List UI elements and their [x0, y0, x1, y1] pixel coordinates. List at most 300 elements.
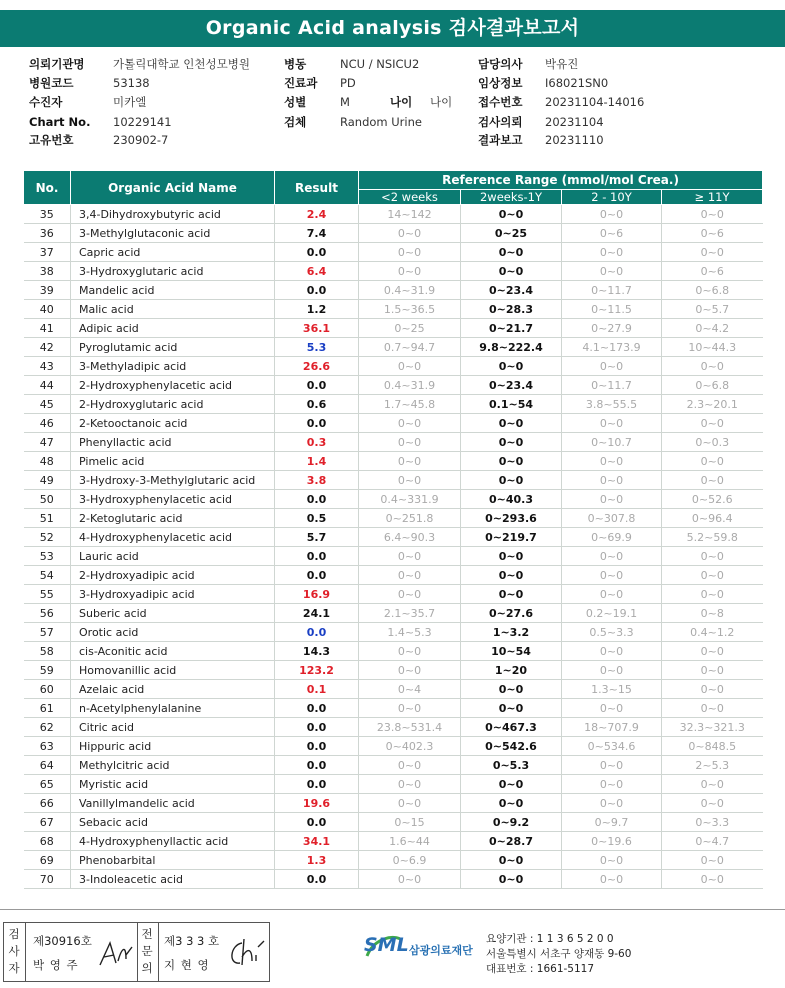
range-11y-plus: 0~0: [662, 585, 763, 604]
acid-name: 2-Ketooctanoic acid: [71, 414, 275, 433]
acid-name: Pimelic acid: [71, 452, 275, 471]
header-no: No.: [24, 171, 71, 205]
range-2-10y: 0~0: [562, 699, 662, 718]
range-2weeks-1y: 0~0: [461, 471, 562, 490]
result-value: 1.3: [275, 851, 359, 870]
table-row: [24, 604, 763, 623]
range-2weeks-1y: 0~23.4: [461, 376, 562, 395]
range-2weeks-1y: 0~293.6: [461, 509, 562, 528]
range-2weeks-1y: 0~5.3: [461, 756, 562, 775]
range-11y-plus: 0.4~1.2: [662, 623, 763, 642]
range-2weeks-1y: 9.8~222.4: [461, 338, 562, 357]
table-row: [24, 262, 763, 281]
range-11y-plus: 0~0: [662, 205, 763, 224]
row-number: 65: [24, 775, 71, 794]
range-11y-plus: 0~0: [662, 452, 763, 471]
table-row: [24, 680, 763, 699]
range-under-2-weeks: 0~0: [359, 471, 461, 490]
range-2weeks-1y: 0~28.7: [461, 832, 562, 851]
report-title: Organic Acid analysis 검사결과보고서: [0, 10, 785, 47]
table-row: [24, 756, 763, 775]
table-row: [24, 452, 763, 471]
range-under-2-weeks: 0~0: [359, 699, 461, 718]
acid-name: Mandelic acid: [71, 281, 275, 300]
range-11y-plus: 2~5.3: [662, 756, 763, 775]
range-2weeks-1y: 10~54: [461, 642, 562, 661]
range-under-2-weeks: 0~6.9: [359, 851, 461, 870]
range-2weeks-1y: 0~40.3: [461, 490, 562, 509]
range-under-2-weeks: 0~0: [359, 243, 461, 262]
range-under-2-weeks: 0~0: [359, 756, 461, 775]
result-value: 123.2: [275, 661, 359, 680]
range-under-2-weeks: 0.7~94.7: [359, 338, 461, 357]
request-date-label: 검사의뢰: [478, 115, 523, 129]
recipient-label: 수진자: [29, 95, 63, 109]
row-number: 54: [24, 566, 71, 585]
acid-name: Sebacic acid: [71, 813, 275, 832]
range-under-2-weeks: 23.8~531.4: [359, 718, 461, 737]
result-value: 0.3: [275, 433, 359, 452]
row-number: 43: [24, 357, 71, 376]
range-2-10y: 4.1~173.9: [562, 338, 662, 357]
table-row: [24, 357, 763, 376]
range-2-10y: 0.2~19.1: [562, 604, 662, 623]
acid-name: Myristic acid: [71, 775, 275, 794]
table-row: [24, 832, 763, 851]
range-under-2-weeks: 0~0: [359, 661, 461, 680]
result-value: 1.2: [275, 300, 359, 319]
range-11y-plus: 0~6.8: [662, 376, 763, 395]
row-number: 61: [24, 699, 71, 718]
range-2-10y: 0~0: [562, 414, 662, 433]
specialist-label: 전문의: [141, 927, 153, 975]
acid-name: Hippuric acid: [71, 737, 275, 756]
specialist-signature: [226, 935, 266, 971]
range-2weeks-1y: 0~0: [461, 699, 562, 718]
logo-org-name: 삼광의료재단: [409, 944, 473, 957]
table-row: [24, 566, 763, 585]
table-row: [24, 718, 763, 737]
age-label: 나이: [390, 95, 413, 109]
acid-name: Phenyllactic acid: [71, 433, 275, 452]
row-number: 41: [24, 319, 71, 338]
range-11y-plus: 0~0: [662, 642, 763, 661]
range-under-2-weeks: 1.4~5.3: [359, 623, 461, 642]
table-row: [24, 414, 763, 433]
ward-value: NCU / NSICU2: [340, 57, 420, 71]
range-2-10y: 0~0: [562, 547, 662, 566]
range-under-2-weeks: 0~0: [359, 642, 461, 661]
result-value: 0.0: [275, 623, 359, 642]
range-under-2-weeks: 0~0: [359, 547, 461, 566]
range-under-2-weeks: 0~0: [359, 585, 461, 604]
range-under-2-weeks: 0~0: [359, 794, 461, 813]
range-under-2-weeks: 0.4~31.9: [359, 281, 461, 300]
range-2weeks-1y: 0~25: [461, 224, 562, 243]
result-value: 0.0: [275, 699, 359, 718]
table-row: [24, 376, 763, 395]
sex-value: M: [340, 95, 350, 109]
institution-value: 가톨릭대학교 인천성모병원: [113, 57, 250, 71]
range-under-2-weeks: 0~0: [359, 262, 461, 281]
row-number: 53: [24, 547, 71, 566]
range-11y-plus: 0~0: [662, 471, 763, 490]
result-value: 2.4: [275, 205, 359, 224]
clinical-info-label: 임상정보: [478, 76, 523, 90]
acid-name: Suberic acid: [71, 604, 275, 623]
acid-name: Orotic acid: [71, 623, 275, 642]
sml-logo: [364, 930, 484, 974]
acid-name: 3-Hydroxyadipic acid: [71, 585, 275, 604]
row-number: 46: [24, 414, 71, 433]
range-11y-plus: 0~52.6: [662, 490, 763, 509]
range-11y-plus: 0~0: [662, 851, 763, 870]
result-value: 0.0: [275, 547, 359, 566]
range-under-2-weeks: 0~25: [359, 319, 461, 338]
range-11y-plus: 0~0: [662, 699, 763, 718]
range-under-2-weeks: 0~0: [359, 775, 461, 794]
range-11y-plus: 0~0: [662, 870, 763, 889]
range-2-10y: 0~307.8: [562, 509, 662, 528]
acid-name: Vanillylmandelic acid: [71, 794, 275, 813]
receipt-no-value: 20231104-14016: [545, 95, 645, 109]
acid-name: 3-Hydroxyphenylacetic acid: [71, 490, 275, 509]
result-value: 0.0: [275, 737, 359, 756]
range-under-2-weeks: 6.4~90.3: [359, 528, 461, 547]
range-2weeks-1y: 0~0: [461, 547, 562, 566]
table-row: [24, 528, 763, 547]
range-11y-plus: 0~0: [662, 680, 763, 699]
result-value: 7.4: [275, 224, 359, 243]
result-value: 0.5: [275, 509, 359, 528]
table-row: [24, 205, 763, 224]
result-value: 5.7: [275, 528, 359, 547]
result-value: 0.0: [275, 756, 359, 775]
row-number: 52: [24, 528, 71, 547]
specimen-label: 검체: [284, 115, 307, 129]
age-value: 나이: [430, 95, 453, 109]
row-number: 60: [24, 680, 71, 699]
range-2weeks-1y: 0~0: [461, 775, 562, 794]
row-number: 36: [24, 224, 71, 243]
acid-name: 4-Hydroxyphenyllactic acid: [71, 832, 275, 851]
range-2-10y: 18~707.9: [562, 718, 662, 737]
range-11y-plus: 0~0: [662, 775, 763, 794]
clinical-info-value: I68021SN0: [545, 76, 609, 90]
range-2-10y: 0~19.6: [562, 832, 662, 851]
table-row: [24, 775, 763, 794]
result-value: 1.4: [275, 452, 359, 471]
header-name: Organic Acid Name: [71, 171, 275, 205]
request-date-value: 20231104: [545, 115, 604, 129]
range-11y-plus: 10~44.3: [662, 338, 763, 357]
range-11y-plus: 0~4.2: [662, 319, 763, 338]
range-11y-plus: 0~6: [662, 262, 763, 281]
result-value: 14.3: [275, 642, 359, 661]
specimen-value: Random Urine: [340, 115, 422, 129]
range-2-10y: 0~9.7: [562, 813, 662, 832]
range-2-10y: 3.8~55.5: [562, 395, 662, 414]
range-11y-plus: 0~848.5: [662, 737, 763, 756]
result-value: 0.0: [275, 281, 359, 300]
acid-name: 2-Hydroxyphenylacetic acid: [71, 376, 275, 395]
range-2-10y: 0~11.5: [562, 300, 662, 319]
range-2weeks-1y: 0~0: [461, 205, 562, 224]
range-11y-plus: 0~0: [662, 414, 763, 433]
recipient-value: 미카엘: [113, 95, 147, 109]
range-2-10y: 0~0: [562, 452, 662, 471]
range-under-2-weeks: 0~4: [359, 680, 461, 699]
range-under-2-weeks: 0~251.8: [359, 509, 461, 528]
range-11y-plus: 0~0: [662, 661, 763, 680]
acid-name: Phenobarbital: [71, 851, 275, 870]
result-value: 6.4: [275, 262, 359, 281]
range-under-2-weeks: 0.4~331.9: [359, 490, 461, 509]
range-2-10y: 0~0: [562, 471, 662, 490]
range-2-10y: 0~11.7: [562, 281, 662, 300]
institution-code: 요양기관 : 1 1 3 6 5 2 0 0: [486, 933, 614, 945]
results-table: [23, 170, 763, 889]
row-number: 47: [24, 433, 71, 452]
receipt-no-label: 접수번호: [478, 95, 523, 109]
range-2-10y: 0~0: [562, 205, 662, 224]
table-row: [24, 300, 763, 319]
acid-name: Capric acid: [71, 243, 275, 262]
result-value: 0.0: [275, 870, 359, 889]
table-row: [24, 395, 763, 414]
range-2-10y: 0~0: [562, 794, 662, 813]
row-number: 50: [24, 490, 71, 509]
range-2weeks-1y: 0~0: [461, 870, 562, 889]
acid-name: Homovanillic acid: [71, 661, 275, 680]
table-row: [24, 870, 763, 889]
range-2-10y: 0.5~3.3: [562, 623, 662, 642]
range-11y-plus: 0~3.3: [662, 813, 763, 832]
row-number: 64: [24, 756, 71, 775]
row-number: 40: [24, 300, 71, 319]
department-label: 진료과: [284, 76, 318, 90]
range-2-10y: 0~0: [562, 357, 662, 376]
specialist-name: 지 현 영: [164, 958, 210, 972]
doctor-value: 박유진: [545, 57, 579, 71]
tester-signature: [96, 937, 134, 971]
range-11y-plus: 0~0: [662, 243, 763, 262]
row-number: 39: [24, 281, 71, 300]
header-result: Result: [275, 171, 359, 205]
table-row: [24, 851, 763, 870]
range-2-10y: 0~69.9: [562, 528, 662, 547]
table-row: [24, 737, 763, 756]
range-2weeks-1y: 0~542.6: [461, 737, 562, 756]
acid-name: Methylcitric acid: [71, 756, 275, 775]
tester-license: 제30916호: [33, 934, 92, 948]
acid-name: Citric acid: [71, 718, 275, 737]
range-2-10y: 0~0: [562, 851, 662, 870]
acid-name: Adipic acid: [71, 319, 275, 338]
row-number: 42: [24, 338, 71, 357]
acid-name: 3-Hydroxy-3-Methylglutaric acid: [71, 471, 275, 490]
range-2weeks-1y: 0~0: [461, 566, 562, 585]
result-value: 34.1: [275, 832, 359, 851]
header-range-11y-plus: ≥ 11Y: [662, 190, 763, 205]
range-under-2-weeks: 0~0: [359, 357, 461, 376]
table-row: [24, 471, 763, 490]
unique-no-value: 230902-7: [113, 133, 169, 147]
range-11y-plus: 0~0: [662, 566, 763, 585]
range-11y-plus: 0~8: [662, 604, 763, 623]
result-value: 0.0: [275, 490, 359, 509]
row-number: 45: [24, 395, 71, 414]
range-2weeks-1y: 0~27.6: [461, 604, 562, 623]
range-2weeks-1y: 1~3.2: [461, 623, 562, 642]
row-number: 57: [24, 623, 71, 642]
range-under-2-weeks: 0~0: [359, 566, 461, 585]
range-2weeks-1y: 0.1~54: [461, 395, 562, 414]
range-2-10y: 0~0: [562, 642, 662, 661]
acid-name: Pyroglutamic acid: [71, 338, 275, 357]
specialist-license: 제3 3 3 호: [164, 934, 220, 948]
range-2weeks-1y: 0~0: [461, 794, 562, 813]
row-number: 55: [24, 585, 71, 604]
result-value: 0.0: [275, 414, 359, 433]
table-row: [24, 281, 763, 300]
range-under-2-weeks: 0~402.3: [359, 737, 461, 756]
table-row: [24, 319, 763, 338]
row-number: 38: [24, 262, 71, 281]
range-2weeks-1y: 1~20: [461, 661, 562, 680]
range-2weeks-1y: 0~0: [461, 243, 562, 262]
range-2weeks-1y: 0~0: [461, 585, 562, 604]
range-11y-plus: 0~0: [662, 357, 763, 376]
range-2-10y: 0~0: [562, 566, 662, 585]
table-row: [24, 509, 763, 528]
range-2-10y: 0~0: [562, 490, 662, 509]
range-under-2-weeks: 0~0: [359, 224, 461, 243]
range-2-10y: 0~534.6: [562, 737, 662, 756]
acid-name: 2-Hydroxyadipic acid: [71, 566, 275, 585]
range-11y-plus: 0~96.4: [662, 509, 763, 528]
department-value: PD: [340, 76, 356, 90]
range-2weeks-1y: 0~9.2: [461, 813, 562, 832]
logo-text: SML: [364, 934, 409, 956]
report-date-value: 20231110: [545, 133, 604, 147]
acid-name: cis-Aconitic acid: [71, 642, 275, 661]
range-11y-plus: 5.2~59.8: [662, 528, 763, 547]
hospital-code-label: 병원코드: [29, 76, 74, 90]
range-2-10y: 0~6: [562, 224, 662, 243]
result-value: 24.1: [275, 604, 359, 623]
range-2weeks-1y: 0~28.3: [461, 300, 562, 319]
range-2weeks-1y: 0~0: [461, 414, 562, 433]
result-value: 0.0: [275, 566, 359, 585]
range-under-2-weeks: 1.7~45.8: [359, 395, 461, 414]
range-under-2-weeks: 0.4~31.9: [359, 376, 461, 395]
range-2-10y: 0~0: [562, 870, 662, 889]
range-11y-plus: 0~0: [662, 547, 763, 566]
row-number: 67: [24, 813, 71, 832]
range-2weeks-1y: 0~21.7: [461, 319, 562, 338]
range-under-2-weeks: 14~142: [359, 205, 461, 224]
range-2-10y: 1.3~15: [562, 680, 662, 699]
range-11y-plus: 0~0: [662, 794, 763, 813]
range-2weeks-1y: 0~0: [461, 680, 562, 699]
row-number: 44: [24, 376, 71, 395]
result-value: 3.8: [275, 471, 359, 490]
result-value: 0.0: [275, 718, 359, 737]
tester-label: 검사자: [8, 927, 20, 975]
table-row: [24, 813, 763, 832]
range-11y-plus: 0~0.3: [662, 433, 763, 452]
range-2-10y: 0~0: [562, 243, 662, 262]
range-11y-plus: 0~6.8: [662, 281, 763, 300]
table-row: [24, 661, 763, 680]
range-2-10y: 0~11.7: [562, 376, 662, 395]
row-number: 68: [24, 832, 71, 851]
acid-name: n-Acetylphenylalanine: [71, 699, 275, 718]
range-2-10y: 0~27.9: [562, 319, 662, 338]
result-value: 16.9: [275, 585, 359, 604]
result-value: 0.0: [275, 376, 359, 395]
header-range-under-2-weeks: <2 weeks: [359, 190, 461, 205]
footer-divider: [0, 909, 785, 910]
range-2-10y: 0~0: [562, 756, 662, 775]
row-number: 49: [24, 471, 71, 490]
acid-name: 2-Hydroxyglutaric acid: [71, 395, 275, 414]
acid-name: 2-Ketoglutaric acid: [71, 509, 275, 528]
phone: 대표번호 : 1661-5117: [486, 963, 595, 975]
signature-box: [3, 922, 270, 982]
acid-name: 4-Hydroxyphenylacetic acid: [71, 528, 275, 547]
chart-no-value: 10229141: [113, 115, 172, 129]
range-under-2-weeks: 0~0: [359, 414, 461, 433]
range-2weeks-1y: 0~0: [461, 433, 562, 452]
acid-name: 3-Methyladipic acid: [71, 357, 275, 376]
unique-no-label: 고유번호: [29, 133, 74, 147]
row-number: 37: [24, 243, 71, 262]
result-value: 0.6: [275, 395, 359, 414]
sex-label: 성별: [284, 95, 307, 109]
row-number: 62: [24, 718, 71, 737]
results-body: [24, 205, 763, 889]
range-under-2-weeks: 1.6~44: [359, 832, 461, 851]
range-2weeks-1y: 0~23.4: [461, 281, 562, 300]
table-row: [24, 794, 763, 813]
range-2-10y: 0~0: [562, 661, 662, 680]
table-row: [24, 585, 763, 604]
acid-name: 3-Indoleacetic acid: [71, 870, 275, 889]
table-row: [24, 243, 763, 262]
range-under-2-weeks: 2.1~35.7: [359, 604, 461, 623]
table-row: [24, 433, 763, 452]
tester-name: 박 영 주: [33, 958, 79, 972]
range-2-10y: 0~0: [562, 262, 662, 281]
range-2weeks-1y: 0~0: [461, 452, 562, 471]
table-row: [24, 623, 763, 642]
range-11y-plus: 0~5.7: [662, 300, 763, 319]
report-date-label: 결과보고: [478, 133, 523, 147]
acid-name: Lauric acid: [71, 547, 275, 566]
table-row: [24, 642, 763, 661]
result-value: 36.1: [275, 319, 359, 338]
row-number: 35: [24, 205, 71, 224]
range-2weeks-1y: 0~219.7: [461, 528, 562, 547]
result-value: 0.0: [275, 243, 359, 262]
row-number: 70: [24, 870, 71, 889]
range-2weeks-1y: 0~0: [461, 262, 562, 281]
result-value: 19.6: [275, 794, 359, 813]
range-11y-plus: 0~6: [662, 224, 763, 243]
range-2-10y: 0~0: [562, 775, 662, 794]
